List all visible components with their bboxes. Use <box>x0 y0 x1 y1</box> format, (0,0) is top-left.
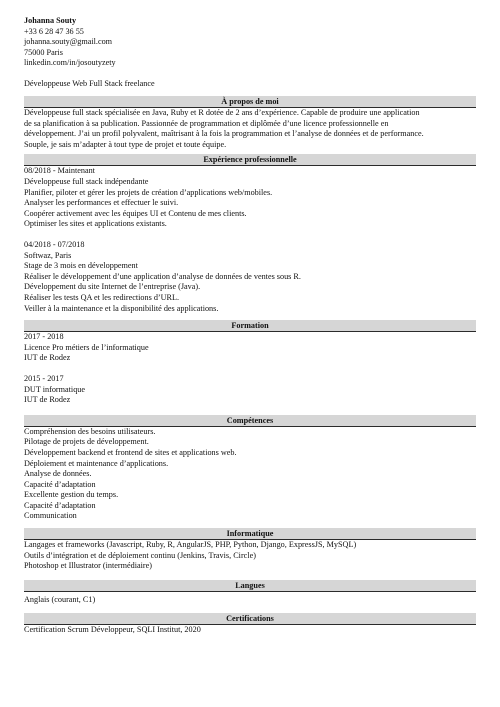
job-role: Stage de 3 mois en développement <box>24 261 138 271</box>
education-dates: 2017 - 2018 <box>24 332 64 342</box>
skill-item: Déploiement et maintenance d’applications. <box>24 458 169 468</box>
candidate-name: Johanna Souty <box>24 16 77 25</box>
skill-item: Excellente gestion du temps. <box>24 490 119 500</box>
language-item: Anglais (courant, C1) <box>24 594 96 604</box>
job-task: Optimiser les sites et applications existants. <box>24 219 167 229</box>
it-item: Langages et frameworks (Javascript, Ruby, R, AngularJS, PHP, Python, Django, ExpressJS, MySQL) <box>24 540 357 550</box>
job-dates: 04/2018 - 07/2018 <box>24 240 85 249</box>
job-task: Coopérer activement avec les équipes UI et Contenu de mes clients. <box>24 208 247 218</box>
about-line: développement. J’ai un profil polyvalent, maîtrisant à la fois la programmation et l’analyse de données et de performance. <box>24 129 424 139</box>
section-header-about: À propos de moi <box>24 96 476 108</box>
section-header-education: Formation <box>24 320 476 332</box>
about-line: Développeuse full stack spécialisée en Java, Ruby et R dotée de 2 ans d’expérience. Capable de produire une application <box>24 108 420 118</box>
job-company: Softwaz, Paris <box>24 250 72 260</box>
section-header-languages: Langues <box>24 580 476 592</box>
headline: Développeuse Web Full Stack freelance <box>24 79 155 89</box>
skill-item: Capacité d’adaptation <box>24 500 96 510</box>
skills-section <box>24 427 476 522</box>
education-school: IUT de Rodez <box>24 395 71 405</box>
certifications-section <box>24 625 476 636</box>
job-entry <box>24 166 476 230</box>
education-school: IUT de Rodez <box>24 353 71 363</box>
skill-item: Pilotage de projets de développement. <box>24 437 149 447</box>
education-section <box>24 332 476 406</box>
job-task: Veiller à la maintenance et la disponibilité des applications. <box>24 303 219 313</box>
email-address: johanna.souty@gmail.com <box>24 37 113 47</box>
it-item: Outils d’intégration et de déploiement continu (Jenkins, Travis, Circle) <box>24 550 256 560</box>
contact-block <box>24 16 476 69</box>
section-header-skills: Compétences <box>24 415 476 427</box>
about-section <box>24 108 476 150</box>
it-item: Photoshop et Illustrator (intermédiaire) <box>24 561 153 571</box>
job-task: Planifier, piloter et gérer les projets de création d’applications web/mobiles. <box>24 187 273 197</box>
it-section <box>24 540 476 572</box>
job-task: Développement du site Internet de l’entreprise (Java). <box>24 282 201 292</box>
section-header-it: Informatique <box>24 528 476 540</box>
certification-item: Certification Scrum Développeur, SQLI Institut, 2020 <box>24 625 201 635</box>
languages-section <box>24 595 476 606</box>
education-dates: 2015 - 2017 <box>24 373 64 383</box>
section-header-experience: Expérience professionnelle <box>24 154 476 166</box>
skill-item: Développement backend et frontend de sites et applications web. <box>24 447 237 457</box>
phone-number: +33 6 28 47 36 55 <box>24 26 84 36</box>
education-degree: Licence Pro métiers de l’informatique <box>24 342 149 352</box>
about-line: de sa planification à sa publication. Passionnée de programmation et diplômée d’une licence professionnelle en <box>24 118 389 128</box>
job-role: Développeuse full stack indépendante <box>24 177 149 187</box>
city: 75000 Paris <box>24 47 63 57</box>
experience-section <box>24 166 476 314</box>
job-task: Réaliser le développement d’une application d’analyse de données de ventes sous R. <box>24 271 301 281</box>
linkedin-url: linkedin.com/in/josoutyzety <box>24 58 116 68</box>
job-task: Analyser les performances et effectuer le suivi. <box>24 198 179 208</box>
section-header-certifications: Certifications <box>24 613 476 625</box>
education-degree: DUT informatique <box>24 384 86 394</box>
job-dates: 08/2018 - Maintenant <box>24 166 95 176</box>
about-line: Souple, je sais m’adapter à tout type de projet et toute équipe. <box>24 139 227 149</box>
skill-item: Analyse de données. <box>24 469 92 479</box>
skill-item: Compréhension des besoins utilisateurs. <box>24 426 156 436</box>
education-entry <box>24 374 476 406</box>
job-task: Réaliser les tests QA et les redirections d’URL. <box>24 292 180 302</box>
job-entry <box>24 240 476 314</box>
skill-item: Capacité d’adaptation <box>24 479 96 489</box>
skill-item: Communication <box>24 511 77 521</box>
education-entry <box>24 332 476 364</box>
